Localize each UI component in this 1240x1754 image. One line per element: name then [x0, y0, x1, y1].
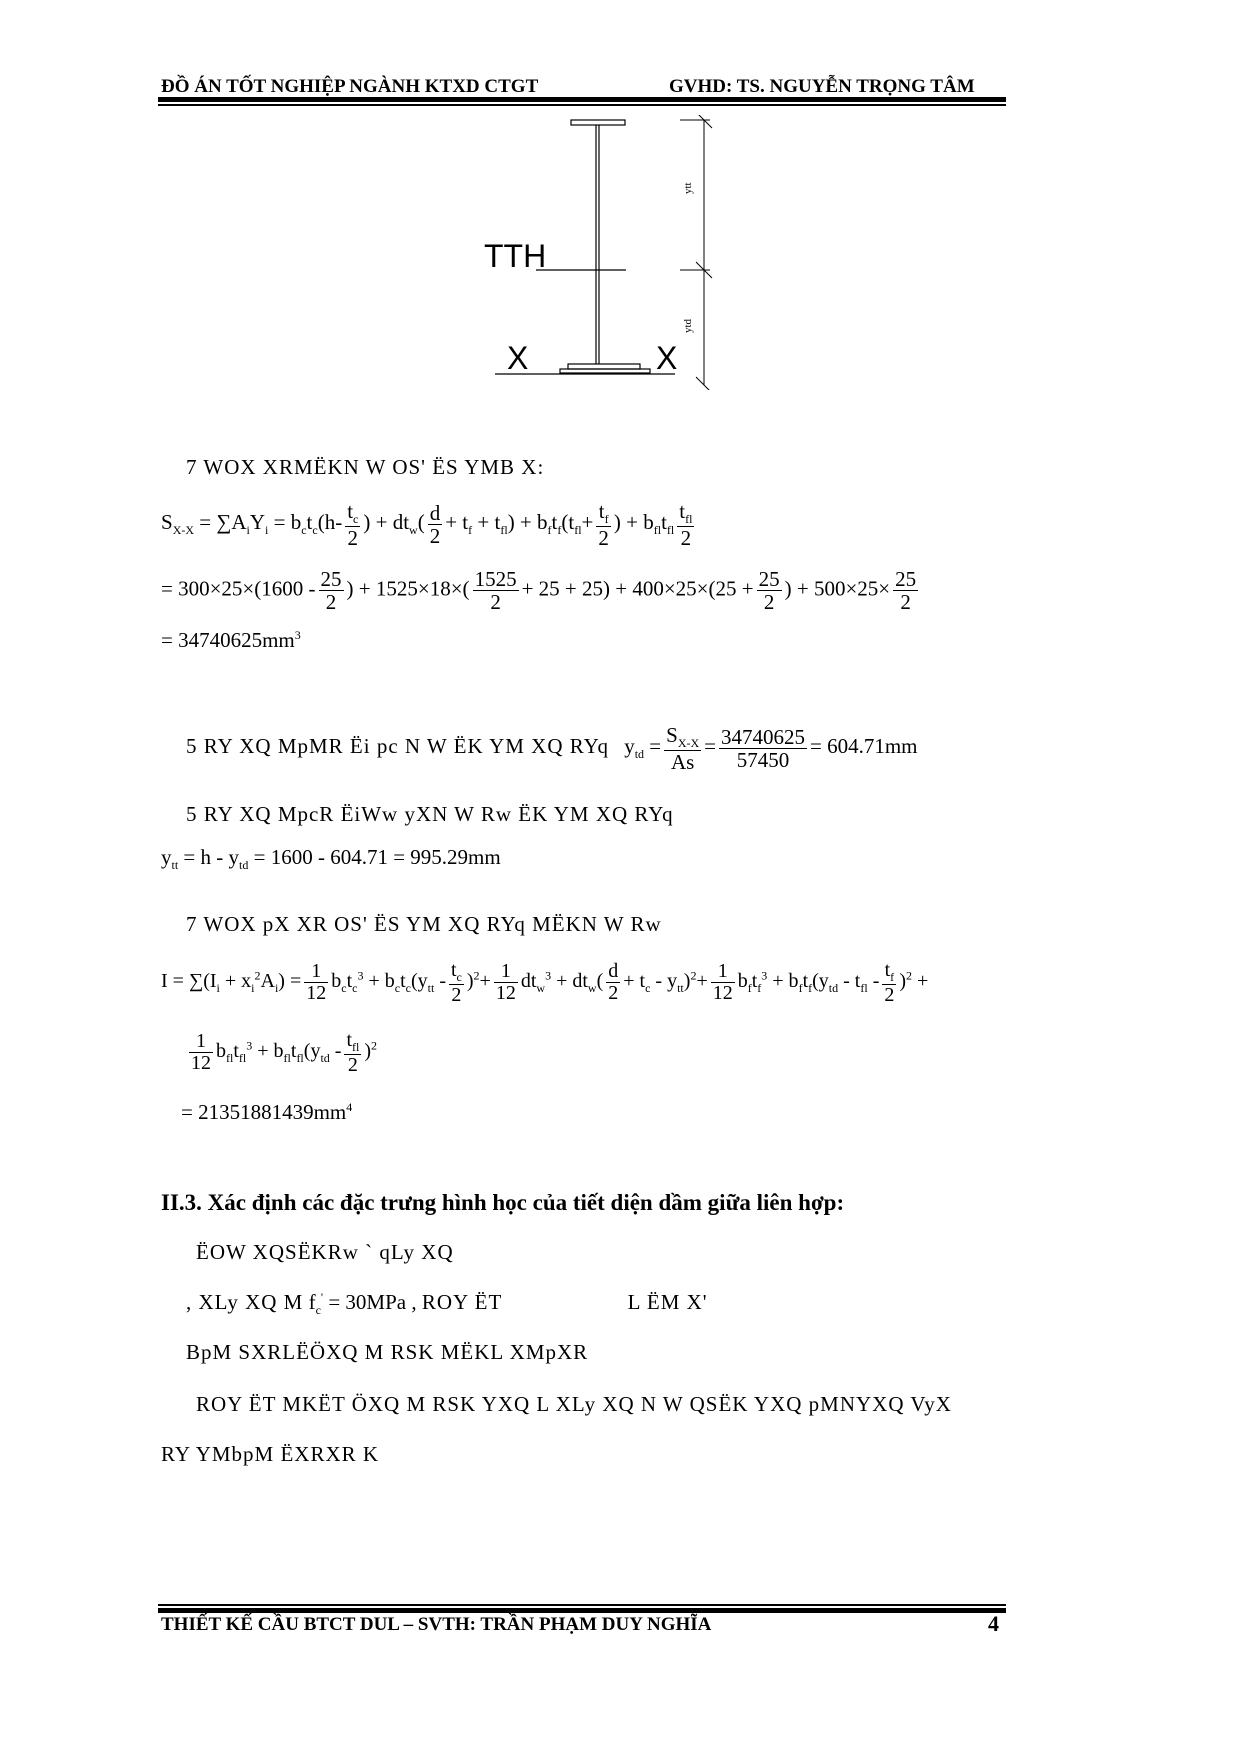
- page-number: 4: [988, 1611, 999, 1636]
- header-left-title: ĐỒ ÁN TỐT NGHIỆP NGÀNH KTXD CTGT: [161, 76, 539, 97]
- axis-x-left-label: X: [507, 340, 529, 376]
- formula-inertia-line1: $I = \sum(I_i + x_i^2A_i)$ = $\frac{1}{12}$ $b_ct_c^3 + b_ct_c(y_{tt}$ - $\frac{t_c}{2}$ )$^2$+ $\frac{1}{12}$ $dt_w^3 + dt_w$( $\frac{d}{2}$ + $t_c - y_{tt})^2+$ $\frac{1}{12}$ $b_ft_f^3 + b_ft_f(y_{td} - t_{fl}$ - $\frac{t_f}{2}$ )$^2$ +: [161, 959, 929, 1006]
- dimension-line: [660, 115, 720, 390]
- footer-rule-thick: [158, 1608, 1006, 1613]
- dim-label-ytd: ytd: [682, 318, 694, 333]
- footer-left-title: THIẾT KẾ CẦU BTCT DUL – SVTH: TRẦN PHẠM DUY NGHĨA: [161, 1614, 712, 1635]
- paragraph-static-moment-intro: 7 WOX XRMËKN W OS' ËS YMB X:: [186, 455, 545, 479]
- header-rule-thin: [158, 104, 1006, 106]
- formula-static-moment: $S_{X-X} = \sum A_iY_i = b_ct_c(h-$ $\frac{t_c}{2}$ ) + $dt_w$( $\frac{d}{2}$ + $t_f + t_{fl}) + b_ft_f(t_{fl}+$ $\frac{t_f}{2}$ ) + $b_{fl}t_{fl}$ $\frac{t_{fl}}{2}$: [161, 499, 693, 550]
- ytd-description: 5 RY XQ MpMR Ëi pc N W ËK YM XQ RYq: [186, 734, 609, 759]
- section-heading: II.3. Xác định các đặc trưng hình học của tiết diện dầm giữa liên hợp:: [161, 1190, 845, 1215]
- formula-inertia-line2: $\frac{1}{12}$ $b_{fl}t_{fl}^3 + b_{fl}t_{fl}(y_{td}$ - $\frac{t_{fl}}{2}$ )$^2$: [191, 1029, 378, 1076]
- dim-label-ytt: ytt: [682, 182, 694, 194]
- neutral-axis-label: TTH: [484, 238, 547, 274]
- formula-ytd: 5 RY XQ MpMR Ëi pc N W ËK YM XQ RYq $y_{td}$ = $\frac{S_{X-X}}{As}$ = $\frac{34740625}{57450}$ = 604.71mm: [186, 723, 918, 774]
- header-right-advisor: GVHD: TS. NGUYỄN TRỌNG TÂM: [669, 76, 975, 97]
- section-paragraph-5: RY YMbpM ËXRXR K: [161, 1442, 380, 1466]
- formula-ytt: $y_{tt} = h - y_{td} = 1600 - 604.71 = 995.29mm$: [161, 845, 501, 873]
- header-rule-thick: [158, 97, 1006, 102]
- section-paragraph-2: , XLy XQ M $f_c' = 30MPa$ , ROY ËT L ËM X': [186, 1290, 708, 1318]
- section-paragraph-1: ËOW XQSËKRw ` qLy XQ: [196, 1240, 454, 1264]
- formula-static-moment-numeric: = 300×25×(1600 - $\frac{25}{2}$ ) + 1525×18×( $\frac{1525}{2}$ + 25 + 25) + 400×25×(25 + $\frac{25}{2}$ ) + 500×25× $\frac{25}{2}$: [161, 567, 917, 615]
- footer-rule-thin: [158, 1604, 1006, 1606]
- section-paragraph-3: BpM SXRLËÖXQ M RSK MËKL XMpXR: [186, 1340, 589, 1364]
- inertia-result: = $21351881439mm^4$: [181, 1100, 353, 1124]
- ytt-description: 5 RY XQ MpcR ËiWw yXN W Rw ËK YM XQ RYq: [186, 802, 674, 826]
- static-moment-result: = $34740625mm^3$: [161, 628, 301, 652]
- section-paragraph-4: ROY ËT MKËT ÖXQ M RSK YXQ L XLy XQ N W QSËK YXQ pMNYXQ VyX: [196, 1392, 952, 1416]
- inertia-intro: 7 WOX pX XR OS' ËS YM XQ RYq MËKN W Rw: [186, 912, 662, 936]
- axis-x-right-label: X: [656, 340, 678, 376]
